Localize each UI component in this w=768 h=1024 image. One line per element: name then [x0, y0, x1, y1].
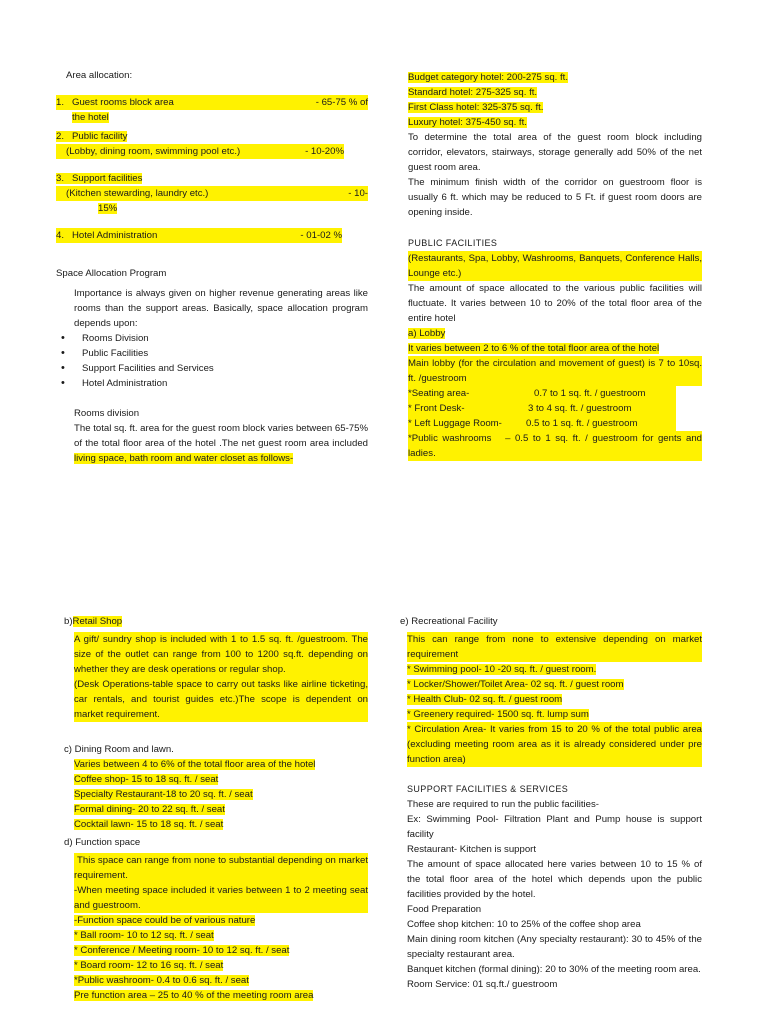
left-bottom-column: b)Retail Shop A gift/ sundry shop is included with 1 to 1.5 sq. ft. /guestroom. The size of the outlet can range from 100 to 1200 sq.ft. depending on whether they are desk operations or regular shop. (Desk Operations-table space to carry out tasks like airline ticketing, car rentals, and tourist guides etc.)The scope is dependent on market requirement. c) Dining Room and lawn. Varies between 4 to 6% of the total floor area of the hotel Coffee shop- 15 to 18 sq. ft. / seat Specialty Restaurant-18 to 20 sq. ft. / seat Formal dining- 20 to 22 sq. ft. / seat Cocktail lawn- 15 to 18 sq. ft. / seat d) Function space This space can range from none to substantial depending on market requirement. -When meeting space included it varies between 1 to 2 meeting seat and guestroom. -Function space could be of various nature * Ball room- 10 to 12 sq. ft. / seat * Conference / Meeting room- 10 to 12 sq. ft. / seat * Board room- 12 to 16 sq. ft. / seat *Public washroom- 0.4 to 0.6 sq. ft. / seat Pre function area – 25 to 40 % of the meeting room area [64, 616, 368, 1001]
area-item-label: Hotel Administration [72, 230, 158, 241]
list-item: • Support Facilities and Services [56, 361, 368, 376]
public-facilities-list: (Restaurants, Spa, Lobby, Washrooms, Banquets, Conference Halls, Lounge etc.) [408, 253, 702, 279]
guestroom-size-list: Budget category hotel: 200-275 sq. ft. Standard hotel: 275-325 sq. ft. First Class hotel: 325-375 sq. ft. Luxury hotel: 375-450 sq. ft. [408, 72, 569, 128]
recreational-paragraph: This can range from none to extensive depending on market requirement [407, 634, 702, 660]
recreational-list: * Swimming pool- 10 -20 sq. ft. / guest room. * Locker/Shower/Toilet Area- 02 sq. ft. / guest room * Health Club- 02 sq. ft. / guest room * Greenery required- 1500 sq. ft. lump sum [407, 664, 624, 720]
area-item-3: 3. Support facilities (Kitchen stewarding, laundry etc.) - 10- 15% [56, 173, 368, 214]
retail-shop-heading: b)Retail Shop [64, 616, 123, 627]
area-item-value: - 10- [348, 188, 368, 199]
area-item-value: - 65-75 % of [315, 97, 368, 108]
lobby-item: *Public washrooms – 0.5 to 1 sq. ft. / guestroom for gents and ladies. [408, 433, 702, 459]
support-list: These are required to run the public facilities- Ex: Swimming Pool- Filtration Plant and Pump house is support facility Restaurant- Kitchen is support The amount of space allocated here varies between 10 to 15 % of the total floor area of the hotel which depends upon the public facilities provided by the hotel. Food Preparation Coffee shop kitchen: 10 to 25% of the coffee shop area Main dining room kitchen (Any specialty restaurant): 30 to 45% of the specialty restaurant area. Banquet kitchen (formal dining): 20 to 30% of the meeting room area. Room Service: 01 sq.ft./ guestroom [407, 799, 702, 990]
area-item-2: 2. Public facility (Lobby, dining room, swimming pool etc.) - 10-20% [56, 131, 344, 157]
space-allocation-paragraph: Importance is always given on higher revenue generating areas like rooms than the support areas. Basically, space allocation program depends upon: [74, 288, 368, 329]
area-item-label: Guest rooms block area [72, 97, 174, 108]
corridor-paragraph: The minimum finish width of the corridor on guestroom floor is usually 6 ft. which may be reduced to 5 Ft. if guest room doors are opening inside. [408, 177, 702, 218]
support-facilities-heading: SUPPORT FACILITIES & SERVICES [407, 784, 569, 794]
guest-block-paragraph: To determine the total area of the guest room block including corridor, elevators, stairways, storage generally add 50% of the net guest room area. [408, 132, 702, 173]
lobby-item: * Front Desk- 3 to 4 sq. ft. / guestroom [408, 401, 676, 416]
list-item: • Rooms Division [56, 331, 368, 346]
area-item-value: - 01-02 % [300, 230, 342, 241]
dining-list: Varies between 4 to 6% of the total floor area of the hotel Coffee shop- 15 to 18 sq. ft. / seat Specialty Restaurant-18 to 20 sq. ft. / seat Formal dining- 20 to 22 sq. ft. / seat Cocktail lawn- 15 to 18 sq. ft. / seat [74, 759, 316, 830]
list-item: • Public Facilities [56, 346, 368, 361]
public-facilities-paragraph: The amount of space allocated to the various public facilities will fluctuate. It varies between 10 to 20% of the total floor area of the entire hotel [408, 283, 702, 324]
room-service-line: Room Service: 01 sq.ft./ guestroom [407, 979, 558, 990]
area-item-value: - 10-20% [305, 146, 344, 157]
area-item-1: 1. Guest rooms block area - 65-75 % of the hotel [56, 97, 368, 123]
area-item-4: 4. Hotel Administration - 01-02 % [56, 230, 342, 241]
area-allocation-heading: Area allocation: [66, 70, 133, 81]
area-item-label: Support facilities [72, 173, 143, 184]
function-list: -Function space could be of various nature * Ball room- 10 to 12 sq. ft. / seat * Conference / Meeting room- 10 to 12 sq. ft. / seat * Board room- 12 to 16 sq. ft. / seat *Public washroom- 0.4 to 0.6 sq. ft. / seat Pre function area – 25 to 40 % of the meeting room area [74, 915, 314, 1001]
recreational-heading: e) Recreational Facility [400, 616, 498, 627]
support-paragraph: The amount of space allocated here varies between 10 to 15 % of the total floor area of the hotel which depends upon the public facilities provided by the hotel. [407, 859, 702, 900]
lobby-item: *Seating area- 0.7 to 1 sq. ft. / guestroom [408, 386, 676, 401]
lobby-item: * Left Luggage Room- 0.5 to 1 sq. ft. / guestroom [408, 416, 676, 431]
rooms-division-heading: Rooms division [74, 408, 140, 419]
space-allocation-heading: Space Allocation Program [56, 268, 167, 279]
function-space-heading: d) Function space [64, 837, 141, 848]
rooms-division-paragraph: The total sq. ft. area for the guest room block varies between 65-75% of the total floor area of the hotel .The net guest room area included living space, bath room and water closet as follows- [74, 423, 368, 464]
retail-shop-paragraph-2: (Desk Operations-table space to carry out tasks like airline ticketing, car rentals, and tourist guides etc.)The scope is dependent on market requirement. [74, 679, 368, 720]
space-allocation-list [56, 331, 368, 391]
dining-heading: c) Dining Room and lawn. [64, 744, 174, 755]
retail-shop-paragraph: A gift/ sundry shop is included with 1 to 1.5 sq. ft. /guestroom. The size of the outlet can range from 100 to 1200 sq.ft. depending on whether they are desk operations or regular shop. [74, 634, 368, 675]
left-top-column [56, 68, 368, 466]
food-preparation-heading: Food Preparation [407, 904, 482, 915]
right-top-column: Budget category hotel: 200-275 sq. ft. Standard hotel: 275-325 sq. ft. First Class hotel: 325-375 sq. ft. Luxury hotel: 375-450 sq. ft. To determine the total area of the guest room block including corridor, elevators, stairways, storage generally add 50% of the net guest room area. The minimum finish width of the corridor on guestroom floor is usually 6 ft. which may be reduced to 5 Ft. if guest room doors are opening inside. PUBLIC FACILITIES (Restaurants, Spa, Lobby, Washrooms, Banquets, Conference Halls, Lounge etc.) The amount of space allocated to the various public facilities will fluctuate. It varies between 10 to 20% of the total floor area of the entire hotel a) Lobby It varies between 2 to 6 % of the total floor area of the hotel Main lobby (for the circulation and movement of guest) is 7 to 10sq. ft. /guestroom *Seating area- 0.7 to 1 sq. ft. / guestroom * Front Desk- 3 to 4 sq. ft. / guestroom * Left Luggage Room- 0.5 to 1 sq. ft. / guestroom *Public washrooms – 0.5 to 1 sq. ft. / guestroom for gents and ladies. [408, 72, 702, 459]
area-item-label: Public facility [72, 131, 128, 142]
right-bottom-column [400, 614, 702, 992]
lobby-label: a) Lobby [408, 328, 446, 339]
circulation-paragraph: * Circulation Area- It varies from 15 to 20 % of the total public area (excluding meeting room area as it is already considered under pre function area) [407, 724, 702, 765]
public-facilities-heading: PUBLIC FACILITIES [408, 238, 498, 248]
list-item: • Hotel Administration [56, 376, 368, 391]
